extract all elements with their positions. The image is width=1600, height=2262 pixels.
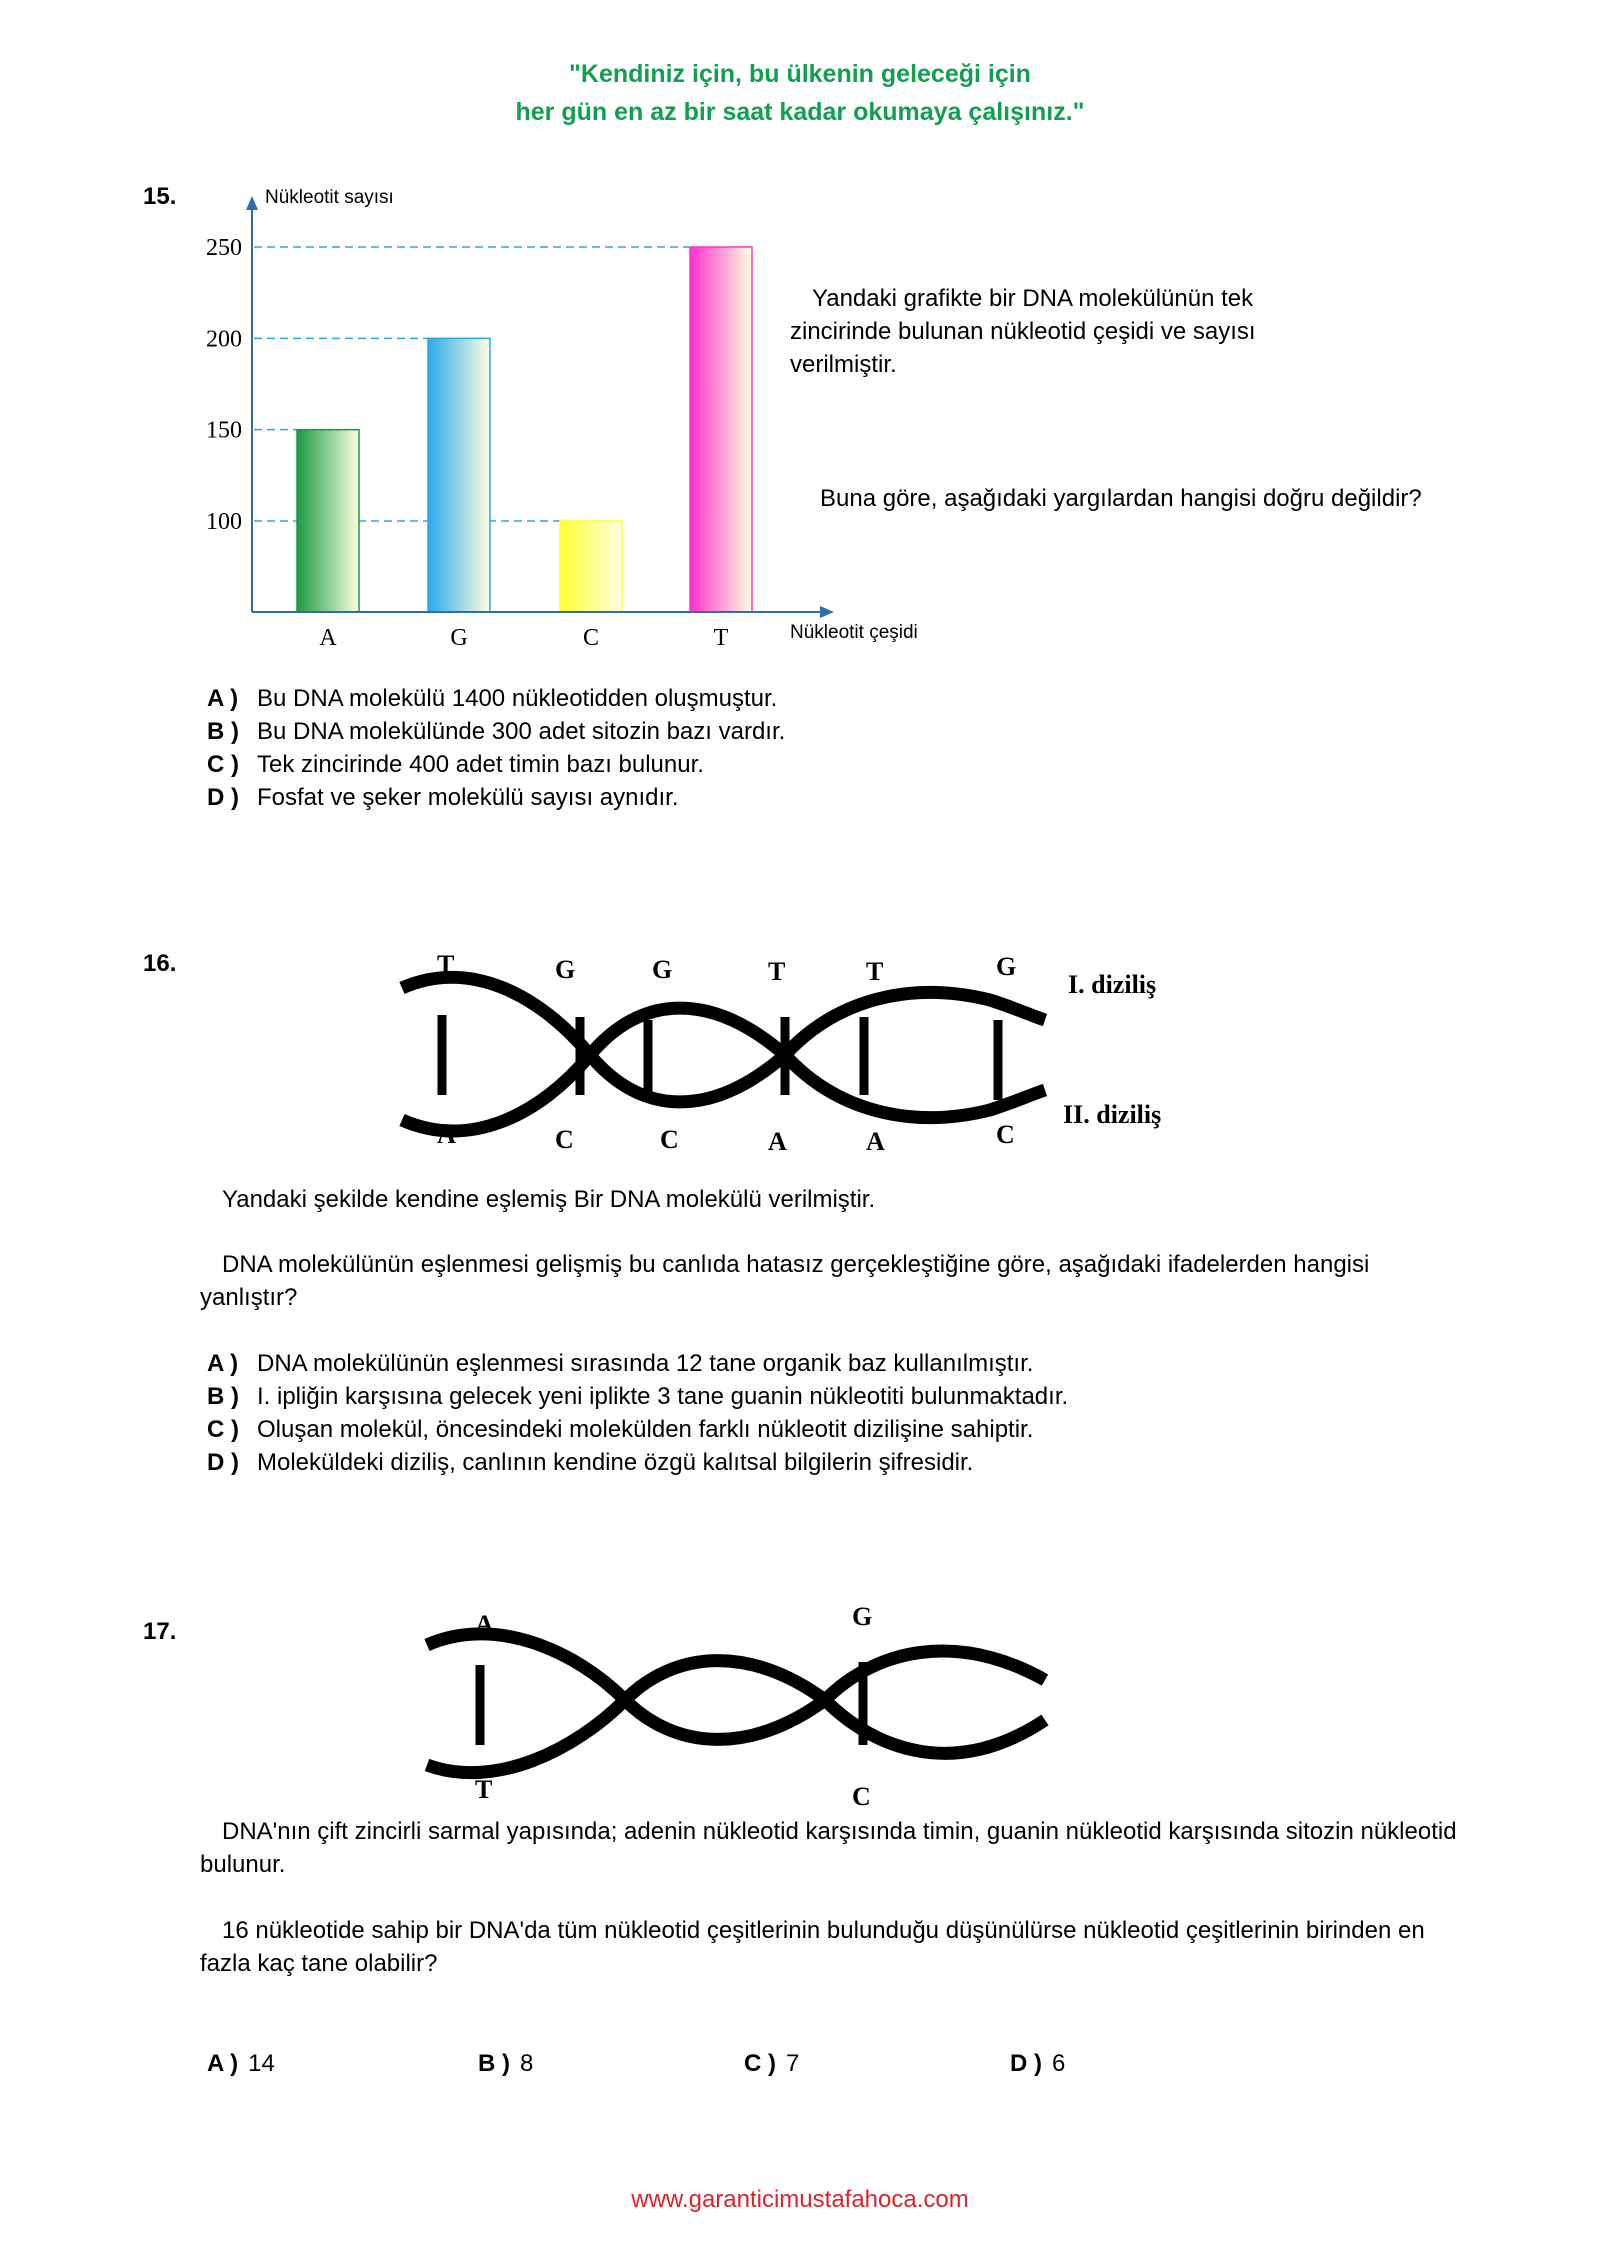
question-16-number: 16. — [143, 950, 177, 977]
question-16-intro: Yandaki şekilde kendine eşlemiş Bir DNA molekülü verilmiştir. — [222, 1186, 876, 1213]
dna-strand-1 — [427, 1634, 1045, 1739]
dna-helix-diagram-17 — [415, 1620, 1075, 1790]
question-16-options — [207, 1347, 1068, 1479]
base-letter-a: A — [475, 1610, 494, 1639]
option-a[interactable]: A ) DNA molekülünün eşlenmesi sırasında 12 tane organik baz kullanılmıştır. — [207, 1350, 1034, 1377]
base-letter-t: T — [475, 1775, 493, 1804]
strand-ii-label: II. diziliş — [1063, 1100, 1162, 1129]
option-b[interactable]: B ) I. ipliğin karşısına gelecek yeni iplikte 3 tane guanin nükleotiti bulunmaktadır. — [207, 1383, 1069, 1410]
option-d[interactable]: D ) Moleküldeki diziliş, canlının kendine özgü kalıtsal bilgilerin şifresidir. — [207, 1449, 974, 1476]
strand-ii-base-1: A — [437, 1120, 456, 1149]
y-tick-label: 200 — [206, 326, 242, 353]
answer-option-a[interactable]: A ) 14 — [207, 2050, 275, 2077]
strand-i-base-4: T — [768, 957, 786, 986]
option-b[interactable]: B ) Bu DNA molekülünde 300 adet sitozin bazı vardır. — [207, 718, 786, 745]
question-15-number: 15. — [143, 183, 177, 210]
base-letter-g: G — [852, 1602, 873, 1631]
option-c[interactable]: C ) Oluşan molekül, öncesindeki molekülden farklı nükleotit dizilişine sahiptir. — [207, 1416, 1034, 1443]
answer-option-c[interactable]: C ) 7 — [744, 2050, 800, 2077]
x-tick-label-a: A — [319, 625, 337, 651]
question-15-intro: Yandaki grafikte bir DNA molekülünün tek zincirinde bulunan nükleotid çeşidi ve sayısı verilmiştir. — [790, 285, 1256, 378]
option-d[interactable]: D ) Fosfat ve şeker molekülü sayısı aynıdır. — [207, 784, 679, 811]
footer-url[interactable]: www.garanticimustafahoca.com — [631, 2186, 969, 2213]
bar-a — [297, 430, 359, 612]
y-tick-label: 150 — [206, 417, 242, 444]
x-tick-label-t: T — [713, 625, 729, 651]
question-15-options — [207, 682, 785, 814]
dna-strand-2 — [402, 1008, 1045, 1131]
strand-ii-base-4: A — [768, 1127, 787, 1156]
y-axis-arrow-icon — [246, 196, 258, 210]
answer-option-d[interactable]: D ) 6 — [1010, 2050, 1066, 2077]
answer-option-b[interactable]: B ) 8 — [478, 2050, 534, 2077]
motto-line-1: "Kendiniz için, bu ülkenin geleceği için — [569, 60, 1031, 88]
strand-ii-base-2: C — [555, 1125, 574, 1154]
motto-line-2: her gün en az bir saat kadar okumaya çalışınız." — [515, 98, 1085, 126]
question-16-question: DNA molekülünün eşlenmesi gelişmiş bu canlıda hatasız gerçekleştiğine göre, aşağıdaki ifadelerden hangisi yanlıştır? — [200, 1251, 1370, 1311]
strand-i-label: I. diziliş — [1068, 970, 1157, 999]
bar-c — [560, 521, 622, 612]
base-letter-c: C — [852, 1782, 871, 1811]
x-tick-label-c: C — [582, 625, 600, 651]
bar-g — [428, 338, 490, 612]
strand-ii-base-5: A — [866, 1127, 885, 1156]
dna-double-helix-diagram — [390, 960, 1070, 1160]
question-15-question: Buna göre, aşağıdaki yargılardan hangisi doğru değildir? — [820, 485, 1422, 512]
strand-i-base-1: T — [437, 950, 455, 979]
dna-strand-1 — [402, 977, 1045, 1102]
x-axis-arrow-icon — [820, 606, 834, 618]
y-axis-label: Nükleotit sayısı — [265, 187, 394, 208]
strand-ii-base-6: C — [996, 1120, 1015, 1149]
option-a[interactable]: A ) Bu DNA molekülü 1400 nükleotidden oluşmuştur. — [207, 685, 778, 712]
strand-i-base-2: G — [555, 955, 576, 984]
x-tick-labels — [319, 625, 728, 651]
strand-ii-base-3: C — [660, 1125, 679, 1154]
x-axis-label: Nükleotit çeşidi — [790, 622, 918, 643]
question-17-intro: DNA'nın çift zincirli sarmal yapısında; adenin nükleotid karşısında timin, guanin nükleotid karşısında sitozin nükleotid bulunur. — [200, 1818, 1457, 1878]
strand-i-base-3: G — [652, 955, 673, 984]
question-17-number: 17. — [143, 1618, 177, 1645]
y-tick-label: 100 — [206, 509, 242, 535]
bar-t — [690, 247, 752, 612]
x-tick-label-g: G — [450, 625, 468, 651]
dna-strand-2 — [427, 1661, 1045, 1773]
y-tick-labels — [206, 235, 242, 535]
strand-i-base-5: T — [866, 957, 884, 986]
option-c[interactable]: C ) Tek zincirinde 400 adet timin bazı bulunur. — [207, 751, 704, 778]
y-tick-label: 250 — [206, 235, 242, 261]
strand-i-base-6: G — [996, 952, 1017, 981]
question-17-question: 16 nükleotide sahip bir DNA'da tüm nükleotid çeşitlerinin bulunduğu düşünülürse nükleotid çeşitlerinin birinden en fazla kaç tane olabilir? — [200, 1917, 1425, 1977]
chart-bars — [297, 247, 752, 612]
